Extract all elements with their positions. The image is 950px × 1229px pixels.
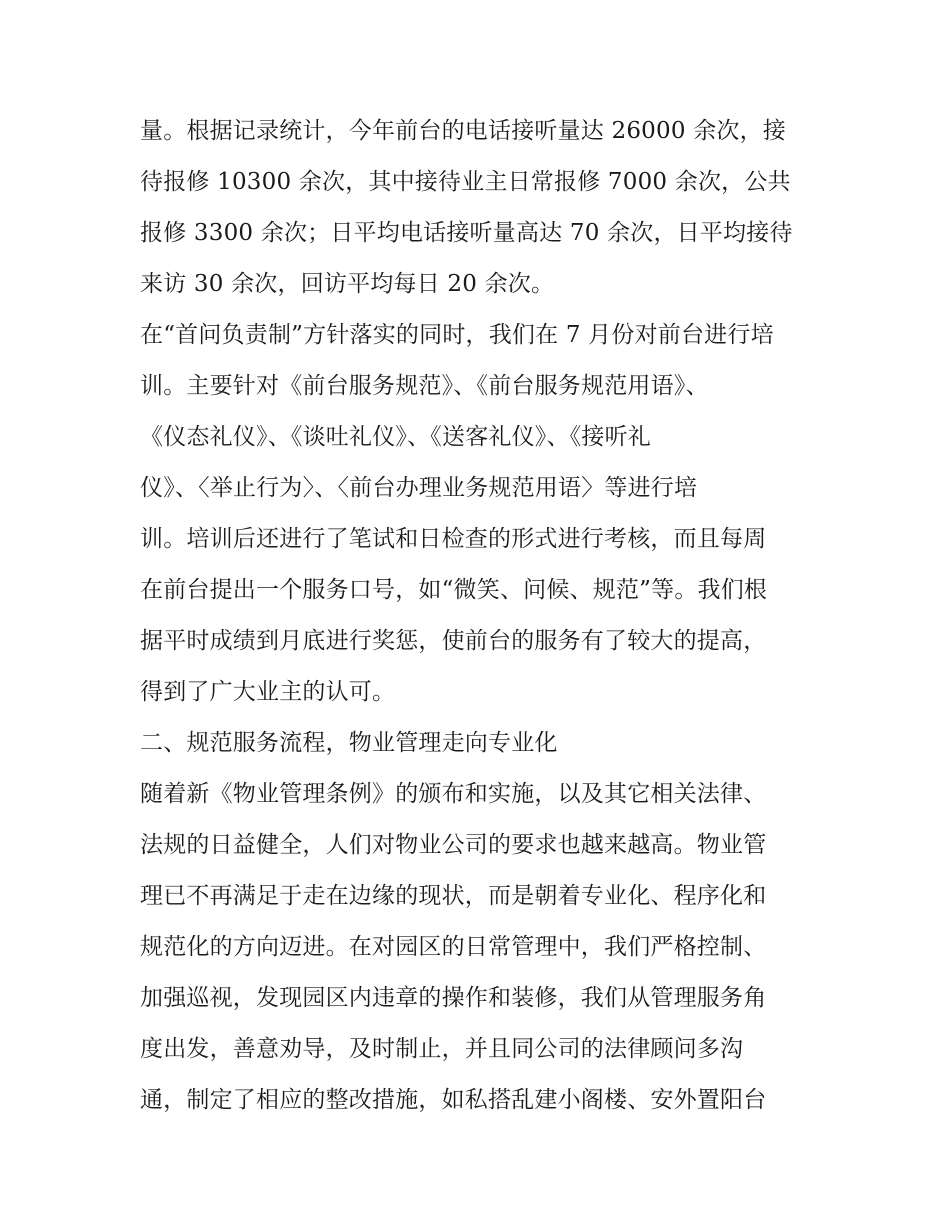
text-line: 报修 3300 余次；日平均电话接听量高达 70 余次，日平均接待 <box>140 220 793 246</box>
text-line: 法规的日益健全，人们对物业公司的要求也越来越高。物业管 <box>140 832 767 858</box>
text-line: 在“首问负责制”方针落实的同时，我们在 7 月份对前台进行培 <box>140 322 774 348</box>
text-line: 仪》、〈举止行为〉、〈前台办理业务规范用语〉等进行培 <box>140 475 698 501</box>
text-line: 加强巡视，发现园区内违章的操作和装修，我们从管理服务角 <box>140 985 767 1011</box>
text-line: 训。主要针对《前台服务规范》、《前台服务规范用语》、 <box>140 373 709 399</box>
text-line: 来访 30 余次，回访平均每日 20 余次。 <box>140 271 555 297</box>
text-line: 量。根据记录统计，今年前台的电话接听量达 26000 余次，接 <box>140 118 786 144</box>
section-heading: 二、规范服务流程，物业管理走向专业化 <box>140 730 558 756</box>
text-line: 训。培训后还进行了笔试和日检查的形式进行考核，而且每周 <box>140 526 767 552</box>
text-line: 随着新《物业管理条例》的颁布和实施，以及其它相关法律、 <box>140 781 767 807</box>
text-line: 待报修 10300 余次，其中接待业主日常报修 7000 余次，公共 <box>140 169 791 195</box>
text-line: 《仪态礼仪》、《谈吐礼仪》、《送客礼仪》、《接听礼 <box>140 424 651 450</box>
document-body <box>140 106 820 1126</box>
text-line: 通，制定了相应的整改措施，如私搭乱建小阁楼、安外置阳台 <box>140 1087 767 1113</box>
text-line: 规范化的方向迈进。在对园区的日常管理中，我们严格控制、 <box>140 934 767 960</box>
text-line: 得到了广大业主的认可。 <box>140 679 396 705</box>
text-line: 据平时成绩到月底进行奖惩，使前台的服务有了较大的提高， <box>140 628 767 654</box>
text-line: 度出发，善意劝导，及时制止，并且同公司的法律顾问多沟 <box>140 1036 744 1062</box>
text-line: 理已不再满足于走在边缘的现状，而是朝着专业化、程序化和 <box>140 883 767 909</box>
text-line: 在前台提出一个服务口号，如“微笑、问候、规范”等。我们根 <box>140 577 768 603</box>
